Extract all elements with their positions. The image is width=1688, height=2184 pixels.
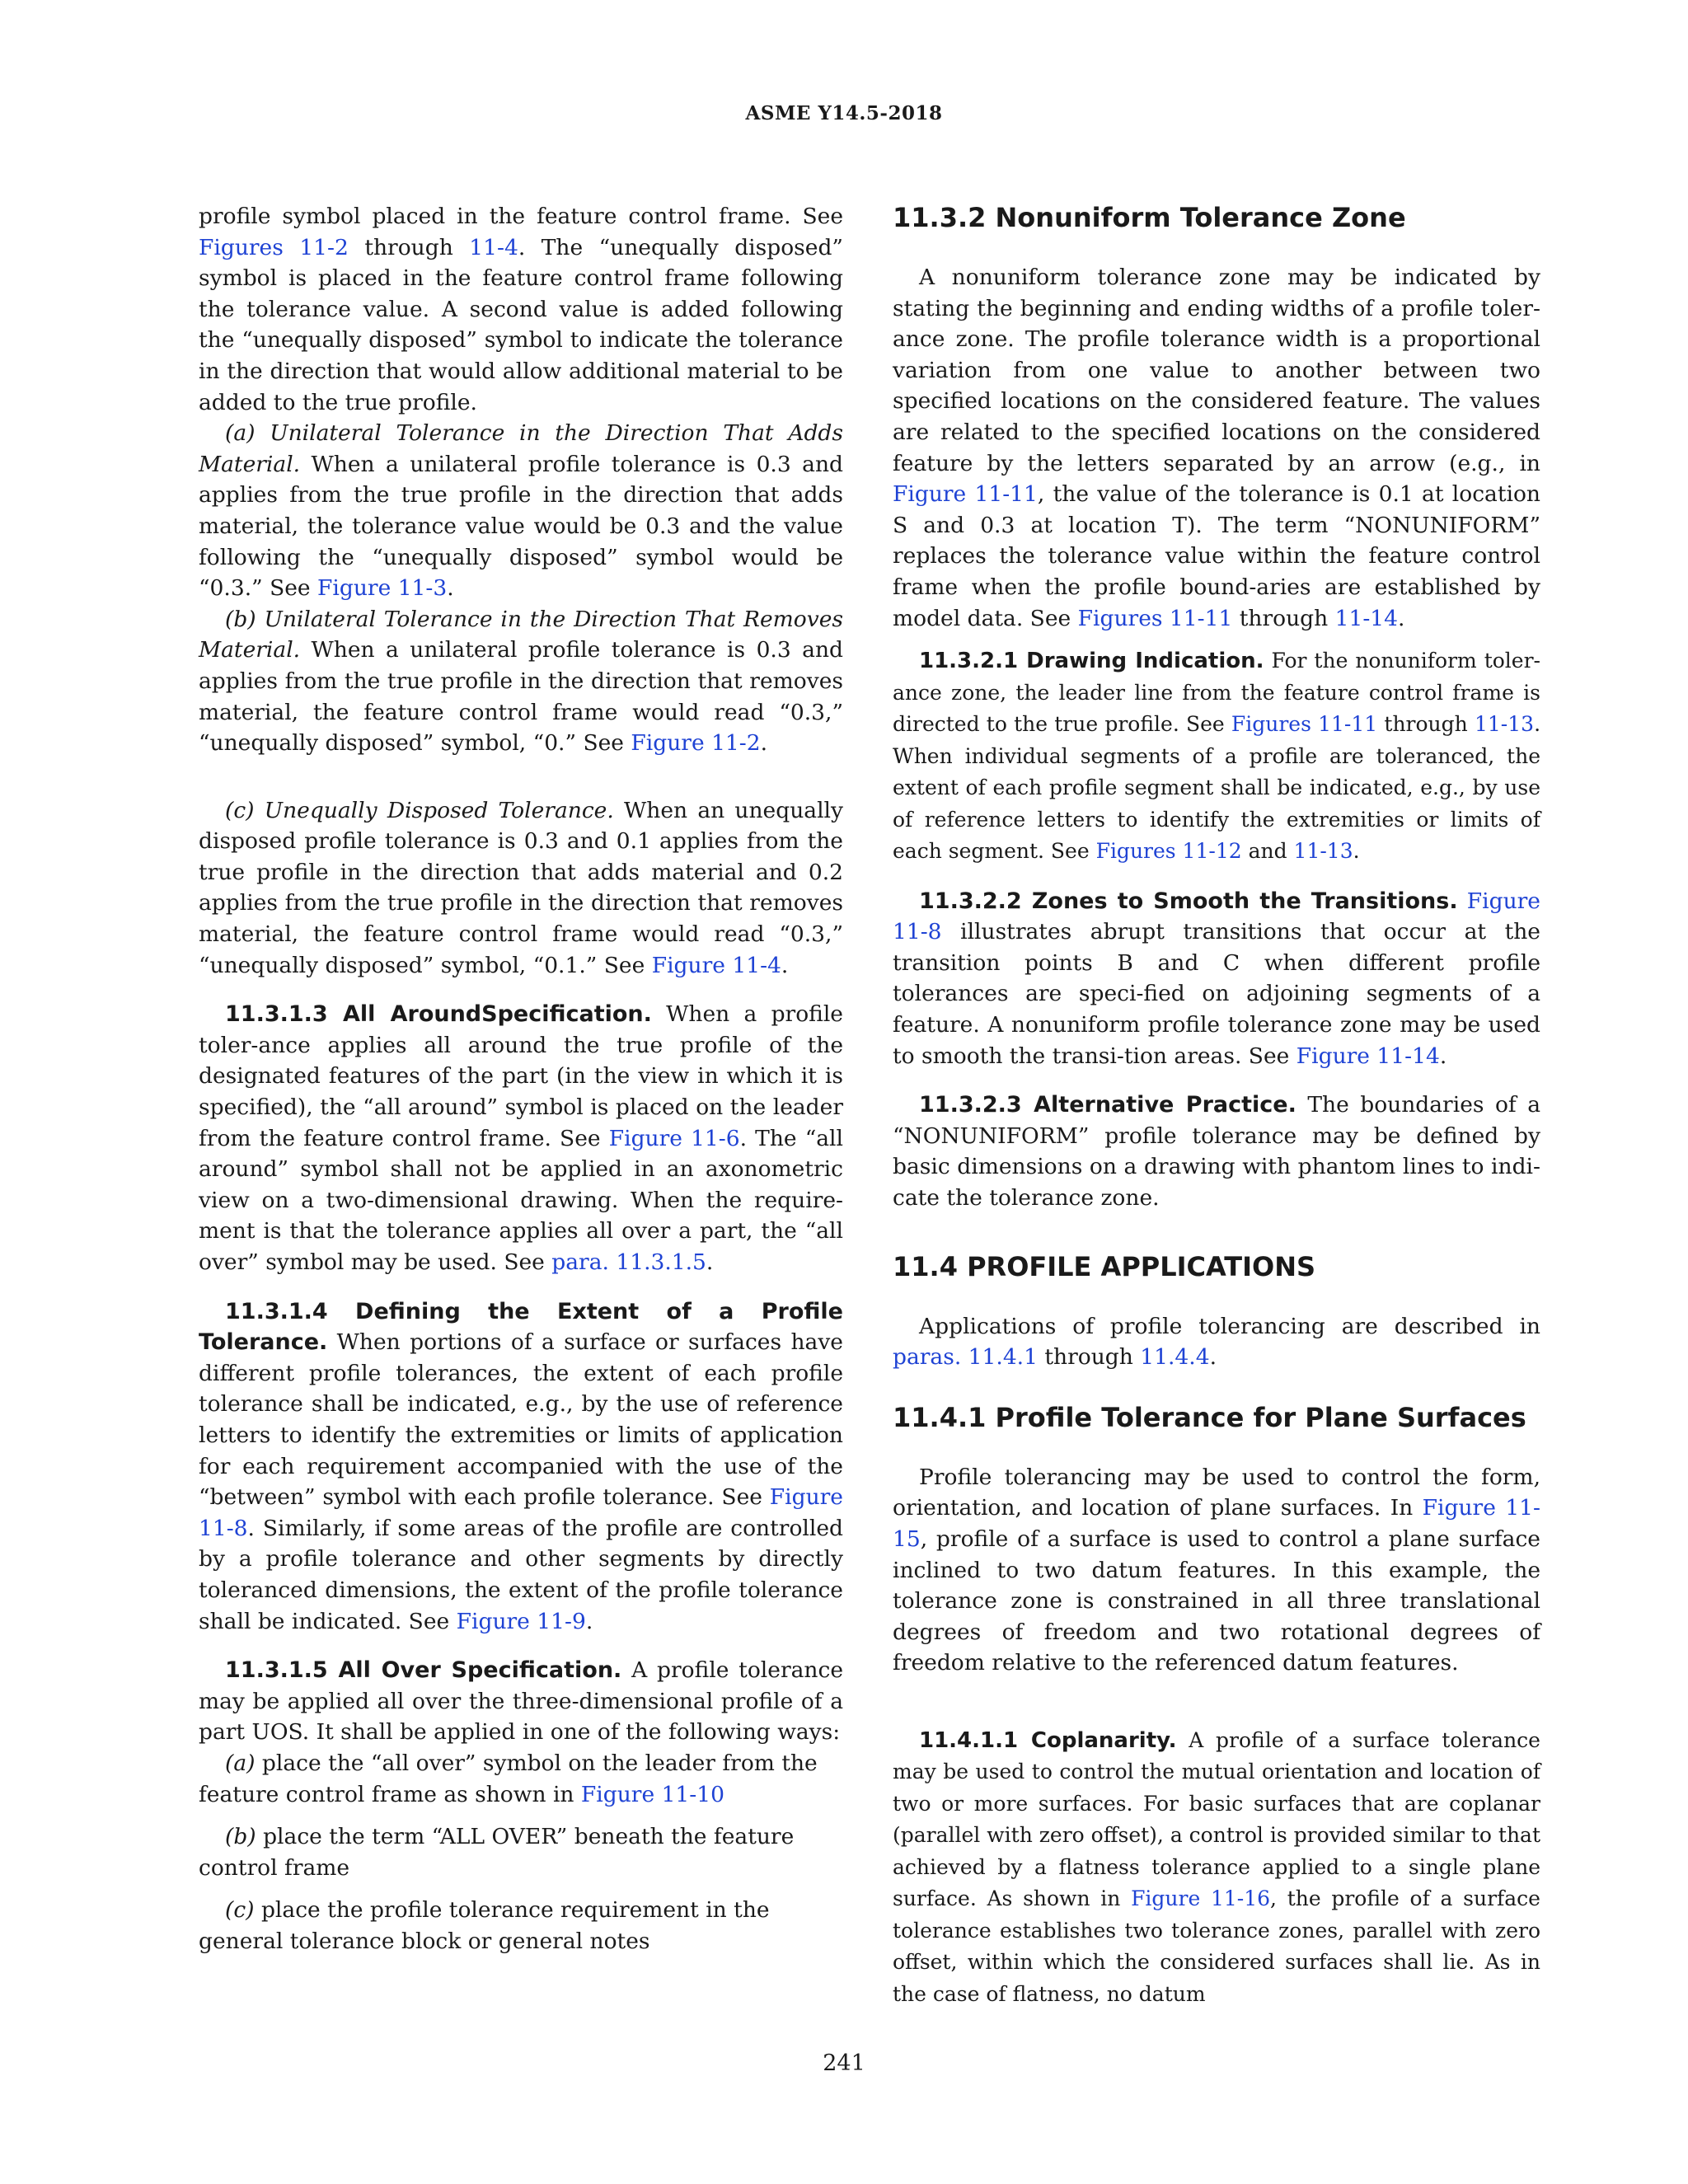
figure-link[interactable]: Figures 11-2 [199,234,349,260]
figure-link[interactable]: Figure 11-14 [1296,1043,1440,1069]
figure-link[interactable]: Figures 11-11 [1231,712,1378,737]
figure-link[interactable]: Figures 11-11 [1077,605,1233,631]
para-11-3-1-3: 11.3.1.3 All AroundSpecification. When a profile toler-ance applies all around the true profile of the designated features of the part (in the view in which it is specified), the “all around” symbol is placed on the leader from the feature control frame. See Figure 11-6. The “all around” symbol shall not be applied in an axonometric view on a two-dimensional drawing. When the require-ment is that the tolerance applies all over a part, the “all over” symbol may be used. See para. 11.3.1.5. [199,1001,844,1275]
page-number: 241 [823,2050,865,2076]
item-heading: (a) Unilateral Tolerance in the Direction That Adds Material. [199,420,843,477]
para-11-4-1: Profile tolerancing may be used to control the form, orientation, and location of plane surfaces. In Figure 11-15, profile of a surface is used to control a plane surface inclined to two datum features. In this example, the tolerance zone is constrained in all three translational degrees of freedom and two rotational degrees of freedom relative to the referenced datum features. [893,1464,1540,1676]
para-link[interactable]: para. 11.3.1.5 [551,1249,706,1275]
para-11-3-2-3: 11.3.2.3 Alternative Practice. The boundaries of a “NONUNIFORM” profile tolerance may be defined by basic dimensions on a drawing with phantom lines to indi-cate the tolerance zone. [893,1092,1540,1211]
figure-link[interactable]: Figure 11-11 [893,481,1038,508]
section-heading: 11.3.2.3 Alternative Practice. [919,1092,1296,1118]
right-column [893,201,1540,2010]
list-item-c: (c) place the profile tolerance requirement in the general tolerance block or general notes [199,1897,770,1954]
para-11-3-1-4: 11.3.1.4 Defining the Extent of a Profile Tolerance. When portions of a surface or surfaces have different profile tolerances, the extent of each profile tolerance shall be indicated, e.g., by the use of reference letters to identify the extremities or limits of application for each requirement accompanied with the use of the “between” symbol with each profile tolerance. See Figure 11-8. Similarly, if some areas of the profile are controlled by a profile tolerance and other segments by directly toleranced dimensions, the extent of the profile tolerance shall be indicated. See Figure 11-9. [199,1298,843,1634]
section-heading: 11.3.2.2 Zones to Smooth the Transitions. [919,888,1458,914]
para-11-3-2-2: 11.3.2.2 Zones to Smooth the Transitions. Figure 11-8 illustrates abrupt transitions that occur at the transition points B and C when different profile tolerances are speci-fied on adjoining segments of a feature. A nonuniform profile tolerance zone may be used to smooth the transi-tion areas. See Figure 11-14. [893,888,1540,1069]
figure-link[interactable]: 11-4 [469,234,518,260]
figure-link[interactable]: Figure 11-10 [580,1781,724,1807]
figure-link[interactable]: 11-13 [1293,839,1353,864]
section-heading-11-4: 11.4 PROFILE APPLICATIONS [893,1250,1316,1282]
item-label: (a) [225,1750,256,1776]
item-heading: (c) Unequally Disposed Tolerance. [225,797,614,823]
para-11-4-1-1: 11.4.1.1 Coplanarity. A profile of a surface tolerance may be used to control the mutual orientation and location of two or more surfaces. For basic surfaces that are coplanar (parallel with zero offset), a control is provided similar to that achieved by a flatness tolerance applied to a single plane surface. As shown in Figure 11-16, the profile of a surface tolerance establishes two tolerance zones, parallel with zero offset, within which the considered surfaces shall lie. As in the case of flatness, no datum [893,1727,1540,2006]
figure-link[interactable]: Figure 11-8 [199,1484,843,1541]
para-11-3-2-1: 11.3.2.1 Drawing Indication. For the nonuniform toler-ance zone, the leader line from the feature control frame is directed to the true profile. See Figures 11-11 through 11-13. When individual segments of a profile are toleranced, the extent of each profile segment shall be indicated, e.g., by use of reference letters to identify the extremities or limits of each segment. See Figures 11-12 and 11-13. [893,649,1541,864]
section-heading-11-3-2: 11.3.2 Nonuniform Tolerance Zone [893,202,1406,233]
figure-link[interactable]: Figure 11-6 [608,1125,740,1151]
section-heading: 11.3.1.4 Defining the Extent of a Profile Tolerance. [199,1298,843,1356]
section-heading-11-4-1: 11.4.1 Profile Tolerance for Plane Surfaces [893,1401,1526,1433]
item-unequally-disposed: (c) Unequally Disposed Tolerance. When an unequally disposed profile tolerance is 0.3 and 0.1 applies from the true profile in the direction that adds material and 0.2 applies from the true profile in the direction that removes material, the feature control frame would read “0.3,” “unequally disposed” symbol, “0.1.” See Figure 11-4. [199,797,843,978]
figure-link[interactable]: Figure 11-4 [651,952,781,978]
figure-link[interactable]: Figure 11-9 [456,1608,586,1634]
section-heading: 11.3.2.1 Drawing Indication. [919,649,1264,674]
figure-link[interactable]: Figures 11-12 [1095,839,1242,864]
section-heading: 11.4.1.1 Coplanarity. [919,1727,1177,1753]
item-unilateral-adds: (a) Unilateral Tolerance in the Direction That Adds Material. When a unilateral profile tolerance is 0.3 and applies from the true profile in the direction that adds material, the tolerance value would be 0.3 and the value following the “unequally disposed” symbol would be “0.3.” See Figure 11-3. [199,420,843,602]
figure-link[interactable]: Figure 11-16 [1131,1886,1271,1911]
item-heading: (b) Unilateral Tolerance in the Direction That Removes Material. [199,606,843,663]
para-link[interactable]: 11.4.4 [1140,1344,1210,1371]
para-11-3-1-5: 11.3.1.5 All Over Specification. A profile tolerance may be applied all over the three-dimensional profile of a part UOS. It shall be applied in one of the following ways: [199,1657,843,1746]
section-heading: 11.3.1.5 All Over Specification. [225,1657,622,1684]
figure-link[interactable]: 11-13 [1474,712,1535,737]
para-11-4: Applications of profile tolerancing are described in paras. 11.4.1 through 11.4.4. [893,1313,1540,1371]
item-label: (c) [225,1897,255,1924]
item-label: (b) [225,1824,256,1850]
list-item-b: (b) place the term “ALL OVER” beneath the feature control frame [199,1824,795,1881]
para-link[interactable]: paras. 11.4.1 [893,1344,1038,1371]
figure-link[interactable]: Figure 11-3 [317,575,448,602]
running-header: ASME Y14.5-2018 [745,102,943,124]
left-column [199,201,843,1957]
paragraph-continuation: profile symbol placed in the feature control frame. See Figures 11-2 through 11-4. The “unequally disposed” symbol is placed in the feature control frame following the tolerance value. A second value is added following the “unequally disposed” symbol to indicate the tolerance in the direction that would allow additional material to be added to the true profile. [199,204,843,415]
figure-link[interactable]: Figure 11-2 [631,730,761,757]
item-unilateral-removes: (b) Unilateral Tolerance in the Direction That Removes Material. When a unilateral profile tolerance is 0.3 and applies from the true profile in the direction that removes material, the feature control frame would read “0.3,” “unequally disposed” symbol, “0.” See Figure 11-2. [199,606,843,757]
figure-link[interactable]: Figure 11-8 [893,888,1540,945]
figure-link[interactable]: 11-14 [1334,605,1399,631]
para-11-3-2: A nonuniform tolerance zone may be indicated by stating the beginning and ending widths of a profile toler-ance zone. The profile tolerance width is a proportional variation from one value to another between two specified locations on the considered feature. The values are related to the specified locations on the considered feature by the letters separated by an arrow (e.g., in Figure 11-11, the value of the tolerance is 0.1 at location S and 0.3 at location T). The term “NONUNIFORM” replaces the tolerance value within the feature control frame when the profile bound-aries are established by model data. See Figures 11-11 through 11-14. [893,265,1540,631]
list-item-a: (a) place the “all over” symbol on the leader from the feature control frame as shown in Figure 11-10 [199,1750,818,1807]
figure-link[interactable]: Figure 11-15 [893,1495,1540,1552]
section-heading: 11.3.1.3 All AroundSpecification. [225,1001,652,1028]
